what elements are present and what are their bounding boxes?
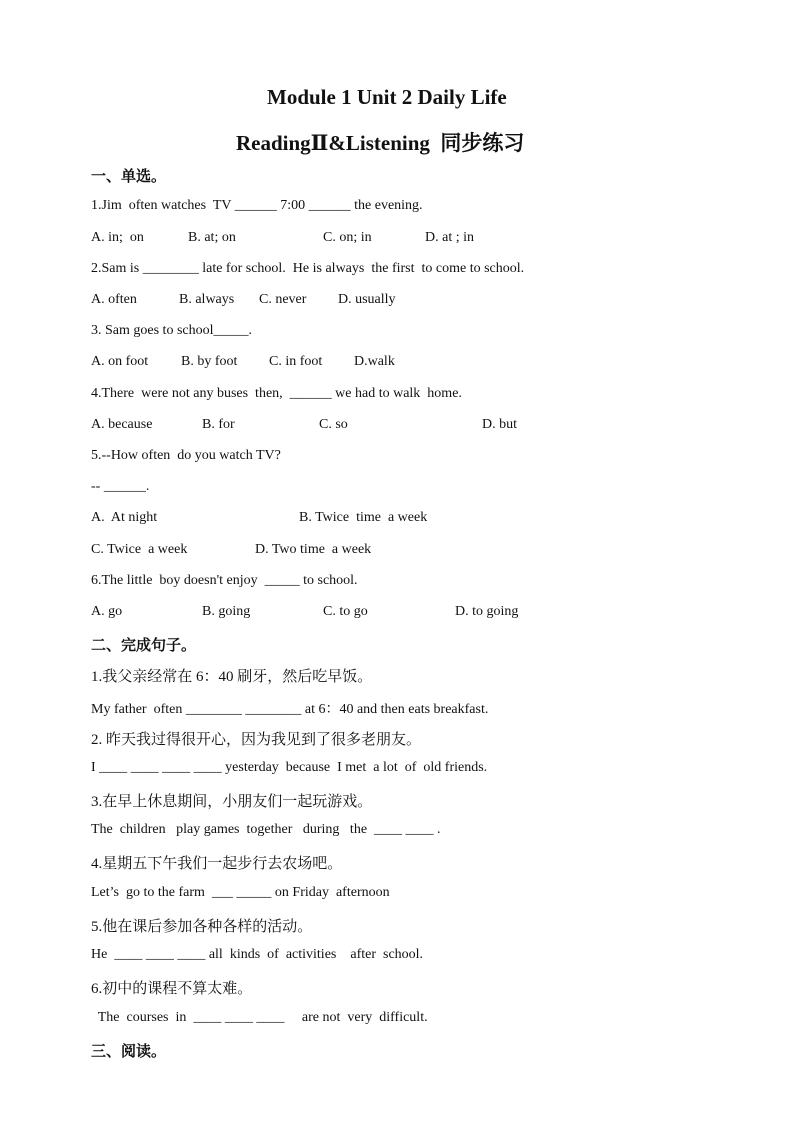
s2-item-1-chinese: 1.我父亲经常在 6：40 刷牙，然后吃早饭。 [91, 669, 373, 685]
page-subtitle: ReadingⅡ&Listening 同步练习 [236, 131, 525, 155]
q1-option-d: D. at ; in [425, 230, 474, 245]
q6-option-d: D. to going [455, 604, 519, 619]
s2-item-5-chinese: 5.他在课后参加各种各样的活动。 [91, 919, 313, 935]
q5-option-c: C. Twice a week [91, 542, 188, 557]
s2-item-3-chinese: 3.在早上休息期间，小朋友们一起玩游戏。 [91, 794, 373, 810]
s2-item-1-english: My father often ________ ________ at 6：40 and then eats breakfast. [91, 702, 489, 717]
q4-option-a: A. because [91, 417, 153, 432]
s2-item-2-chinese: 2. 昨天我过得很开心，因为我见到了很多老朋友。 [91, 732, 422, 748]
question-5: 5.--How often do you watch TV? [91, 448, 281, 463]
section-heading-single-choice: 一、单选。 [91, 169, 167, 185]
q5-option-b: B. Twice time a week [299, 510, 428, 525]
page-title: Module 1 Unit 2 Daily Life [267, 85, 507, 109]
q5-option-a: A. At night [91, 510, 158, 525]
q1-option-c: C. on; in [323, 230, 372, 245]
s2-item-5-english: He ____ ____ ____ all kinds of activities after school. [91, 947, 424, 962]
section-heading-reading: 三、阅读。 [91, 1044, 167, 1060]
q3-option-d: D.walk [354, 354, 395, 369]
q6-option-b: B. going [202, 604, 251, 619]
q4-option-b: B. for [202, 417, 235, 432]
q4-option-d: D. but [482, 417, 517, 432]
question-3: 3. Sam goes to school_____. [91, 323, 252, 338]
s2-item-4-chinese: 4.星期五下午我们一起步行去农场吧。 [91, 856, 343, 872]
s2-item-2-english: I ____ ____ ____ ____ yesterday because I met a lot of old friends. [91, 760, 488, 775]
q6-option-a: A. go [91, 604, 123, 619]
s2-item-6-english: The courses in ____ ____ ____ are not very difficult. [91, 1010, 428, 1025]
q3-option-a: A. on foot [91, 354, 149, 369]
q2-option-c: C. never [259, 292, 307, 307]
question-4: 4.There were not any buses then, ______ we had to walk home. [91, 386, 462, 401]
q2-option-a: A. often [91, 292, 137, 307]
question-1: 1.Jim often watches TV ______ 7:00 ______ the evening. [91, 198, 423, 213]
q2-option-b: B. always [179, 292, 235, 307]
s2-item-6-chinese: 6.初中的课程不算太难。 [91, 981, 253, 997]
question-2: 2.Sam is ________ late for school. He is always the first to come to school. [91, 261, 525, 276]
q1-option-a: A. in; on [91, 230, 144, 245]
q2-option-d: D. usually [338, 292, 396, 307]
q3-option-c: C. in foot [269, 354, 323, 369]
q5-answer-line: -- ______. [91, 479, 150, 494]
q3-option-b: B. by foot [181, 354, 238, 369]
q5-option-d: D. Two time a week [255, 542, 372, 557]
q1-option-b: B. at; on [188, 230, 236, 245]
s2-item-4-english: Let’s go to the farm ___ _____ on Friday afternoon [91, 885, 390, 900]
q6-option-c: C. to go [323, 604, 368, 619]
s2-item-3-english: The children play games together during the ____ ____ . [91, 822, 441, 837]
question-6: 6.The little boy doesn't enjoy _____ to school. [91, 573, 358, 588]
q4-option-c: C. so [319, 417, 348, 432]
section-heading-complete-sentences: 二、完成句子。 [91, 638, 197, 654]
